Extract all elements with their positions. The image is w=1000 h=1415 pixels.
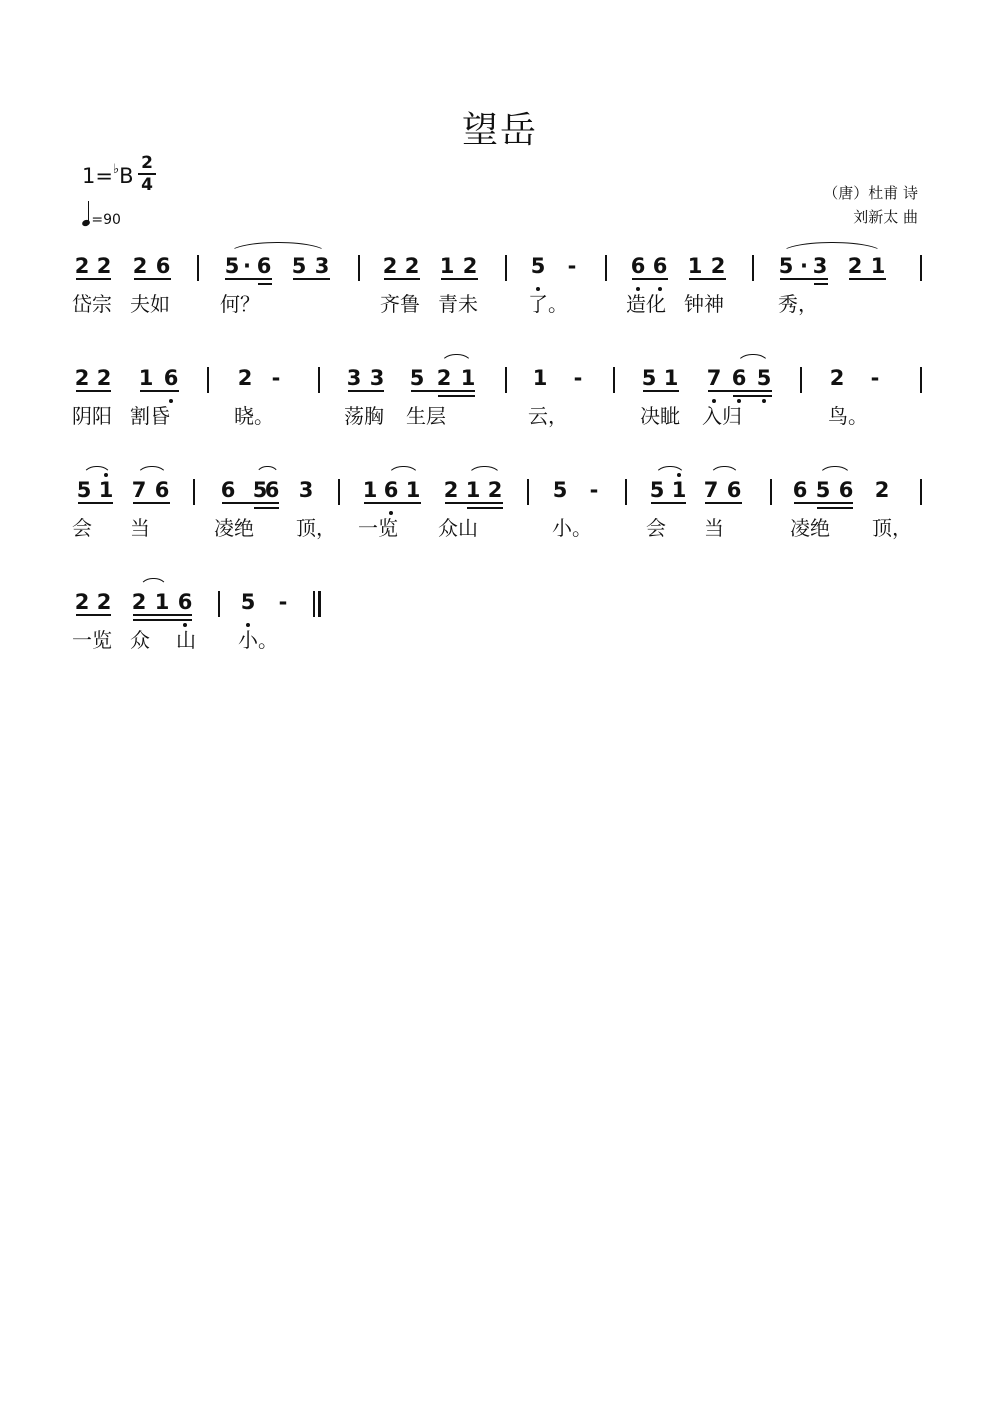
note-digit: 6 (792, 478, 808, 502)
note-digit: 1 (154, 590, 170, 614)
note-digit: 1 (98, 478, 114, 502)
note-digit: 5 (641, 366, 657, 390)
beam-underline (689, 278, 726, 280)
note-digit: 6 (154, 478, 170, 502)
note-digit: 6 (177, 590, 193, 614)
sustain-dash: - (567, 254, 577, 278)
beam-underline (632, 278, 668, 280)
note-digit: 1 (870, 254, 886, 278)
beam-underline (794, 502, 853, 504)
beam-underline (467, 507, 503, 509)
barline (770, 479, 772, 505)
beam-underline (780, 278, 828, 280)
note-digit: 2 (436, 366, 452, 390)
beam-underline (225, 278, 272, 280)
lyric-word: 凌绝 (790, 516, 830, 540)
beam-underline (438, 395, 475, 397)
song-title: 望岳 (461, 110, 538, 151)
time-signature-top: 2 (141, 153, 153, 173)
barline (752, 255, 754, 281)
slur-arc (440, 354, 473, 371)
note-digit: 5 (252, 478, 268, 502)
note-digit: 5 (756, 366, 772, 390)
note-digit: 5 (552, 478, 568, 502)
lyric-word: 何？ (220, 292, 260, 316)
lyric-word: 一览 (358, 516, 398, 540)
key-signature (82, 164, 134, 188)
note-digit: 6 (220, 478, 236, 502)
barline (218, 591, 220, 617)
beam-underline (651, 502, 686, 504)
tempo-marking (82, 204, 121, 228)
lyric-word: 荡胸 (344, 404, 384, 428)
barline (605, 255, 607, 281)
beam-underline (133, 619, 192, 621)
octave-dot-low (169, 399, 173, 403)
barline (358, 255, 360, 281)
note-digit: 1 (138, 366, 154, 390)
sustain-dash: - (589, 478, 599, 502)
octave-dot-low (737, 399, 741, 403)
octave-dot-low (712, 399, 716, 403)
barline (625, 479, 627, 505)
octave-dot-low (762, 399, 766, 403)
note-digit: 6 (630, 254, 646, 278)
note-digit: 1 (671, 478, 687, 502)
beam-underline (133, 502, 170, 504)
slur-arc (736, 354, 770, 371)
barline (197, 255, 199, 281)
lyric-word: 秀， (778, 292, 818, 316)
lyric-word: 青未 (438, 292, 478, 316)
beam-underline (384, 278, 420, 280)
note-digit: 2 (443, 478, 459, 502)
note-digit: 5 (649, 478, 665, 502)
note-digit: 1 (687, 254, 703, 278)
note-digit: 6 (731, 366, 747, 390)
beam-underline (134, 278, 171, 280)
beam-underline (708, 390, 772, 392)
lyric-word: 了。 (528, 292, 568, 316)
note-digit: 6 (652, 254, 668, 278)
beam-underline (222, 502, 279, 504)
note-digit: 2 (404, 254, 420, 278)
note-digit: 5 (291, 254, 307, 278)
octave-dot-low (658, 287, 662, 291)
note-digit: 2 (382, 254, 398, 278)
beam-underline (78, 502, 113, 504)
note-digit: 7 (706, 366, 722, 390)
beam-underline (76, 278, 111, 280)
composer-credit: 刘新太 曲 (853, 208, 918, 226)
slur-arc (654, 466, 686, 483)
beam-underline (445, 502, 503, 504)
octave-dot-low (536, 287, 540, 291)
note-digit: 3 (812, 254, 828, 278)
note-digit: 6 (155, 254, 171, 278)
note-digit: 2 (829, 366, 845, 390)
lyric-word: 小。 (238, 628, 278, 652)
lyric-word: 生层 (406, 404, 446, 428)
lyric-word: 小。 (552, 516, 592, 540)
note-digit: 6 (726, 478, 742, 502)
sustain-dash: - (870, 366, 880, 390)
lyric-word: 山 (176, 628, 196, 652)
sustain-dash: - (271, 366, 281, 390)
note-digit: 6 (256, 254, 272, 278)
octave-dot-low (389, 511, 393, 515)
slur-arc (467, 466, 502, 483)
note-digit: 2 (74, 590, 90, 614)
augmentation-dot: · (243, 254, 251, 278)
note-digit: 1 (439, 254, 455, 278)
note-digit: 5 (224, 254, 240, 278)
lyric-word: 决眦 (640, 404, 680, 428)
lyric-word: 云， (528, 404, 568, 428)
slur-arc (136, 466, 168, 483)
slur-arc (82, 466, 112, 483)
lyric-word: 会 (646, 516, 666, 540)
slur-arc (709, 466, 740, 483)
note-digit: 1 (663, 366, 679, 390)
note-digit: 2 (847, 254, 863, 278)
lyric-word: 岱宗 (72, 292, 112, 316)
flat-sign: ♭ (112, 162, 120, 177)
slur-arc (780, 242, 884, 259)
note-digit: 2 (74, 254, 90, 278)
lyric-word: 顶， (872, 516, 912, 540)
beam-underline (814, 283, 828, 285)
beam-underline (140, 390, 179, 392)
barline (338, 479, 340, 505)
note-digit: 6 (838, 478, 854, 502)
note-digit: 3 (369, 366, 385, 390)
note-digit: 1 (362, 478, 378, 502)
note-digit: 5 (409, 366, 425, 390)
barline (920, 255, 922, 281)
note-digit: 5 (778, 254, 794, 278)
lyric-word: 割昏 (130, 404, 170, 428)
beam-underline (411, 390, 475, 392)
slur-arc (818, 466, 852, 483)
lyric-word: 会 (72, 516, 92, 540)
lyric-word: 钟神 (684, 292, 724, 316)
octave-dot-low (183, 623, 187, 627)
octave-dot-low (636, 287, 640, 291)
barline (920, 367, 922, 393)
barline (920, 479, 922, 505)
note-digit: 1 (460, 366, 476, 390)
note-digit: 2 (131, 590, 147, 614)
note-digit: 1 (405, 478, 421, 502)
barline (800, 367, 802, 393)
barline (613, 367, 615, 393)
lyric-word: 顶， (296, 516, 336, 540)
final-barline-thin (313, 591, 315, 617)
key-label: 1= (82, 164, 113, 188)
note-digit: 5 (815, 478, 831, 502)
beam-underline (348, 390, 384, 392)
lyric-word: 凌绝 (214, 516, 254, 540)
lyric-word: 当 (130, 516, 150, 540)
note-digit: 2 (96, 590, 112, 614)
beam-underline (254, 507, 279, 509)
note-stem-icon (88, 201, 89, 221)
note-digit: 7 (703, 478, 719, 502)
augmentation-dot: · (800, 254, 808, 278)
lyric-word: 阴阳 (72, 404, 112, 428)
poet-credit: （唐）杜甫 诗 (823, 184, 918, 202)
note-digit: 2 (710, 254, 726, 278)
note-digit: 3 (298, 478, 314, 502)
note-digit: 1 (532, 366, 548, 390)
beam-underline (76, 614, 111, 616)
barline (207, 367, 209, 393)
note-digit: 2 (74, 366, 90, 390)
beam-underline (76, 390, 111, 392)
lyric-word: 鸟。 (828, 404, 868, 428)
slur-arc (255, 466, 280, 483)
lyric-word: 入归 (702, 404, 742, 428)
final-barline-thick (318, 591, 321, 617)
time-signature (138, 154, 156, 194)
beam-underline (705, 502, 742, 504)
note-digit: 2 (132, 254, 148, 278)
lyric-word: 齐鲁 (380, 292, 420, 316)
beam-underline (643, 390, 679, 392)
barline (505, 255, 507, 281)
barline (505, 367, 507, 393)
note-digit: 6 (163, 366, 179, 390)
lyric-word: 夫如 (130, 292, 170, 316)
beam-underline (733, 395, 772, 397)
barline (193, 479, 195, 505)
beam-underline (293, 278, 330, 280)
slur-arc (139, 578, 168, 595)
key-note: B (119, 164, 134, 188)
beam-underline (849, 278, 886, 280)
note-digit: 2 (96, 366, 112, 390)
note-digit: 2 (874, 478, 890, 502)
lyric-word: 当 (704, 516, 724, 540)
beam-underline (364, 502, 421, 504)
lyric-word: 造化 (626, 292, 666, 316)
time-signature-bottom: 4 (141, 174, 153, 195)
beam-underline (133, 614, 192, 616)
note-digit: 2 (96, 254, 112, 278)
lyric-word: 一览 (72, 628, 112, 652)
lyric-word: 晓。 (234, 404, 274, 428)
lyric-word: 众山 (438, 516, 478, 540)
slur-arc (387, 466, 420, 483)
note-digit: 5 (76, 478, 92, 502)
barline (527, 479, 529, 505)
lyric-word: 众 (130, 628, 150, 652)
note-digit: 3 (314, 254, 330, 278)
note-digit: 5 (240, 590, 256, 614)
note-digit: 6 (383, 478, 399, 502)
note-digit: 3 (346, 366, 362, 390)
note-digit: 6 (264, 478, 280, 502)
octave-dot-low (246, 623, 250, 627)
note-digit: 7 (131, 478, 147, 502)
note-digit: 1 (465, 478, 481, 502)
sustain-dash: - (573, 366, 583, 390)
note-digit: 2 (237, 366, 253, 390)
note-digit: 5 (530, 254, 546, 278)
sustain-dash: - (278, 590, 288, 614)
tempo-value: =90 (91, 212, 121, 228)
note-digit: 2 (487, 478, 503, 502)
note-digit: 2 (462, 254, 478, 278)
barline (318, 367, 320, 393)
beam-underline (817, 507, 853, 509)
beam-underline (258, 283, 272, 285)
beam-underline (441, 278, 478, 280)
